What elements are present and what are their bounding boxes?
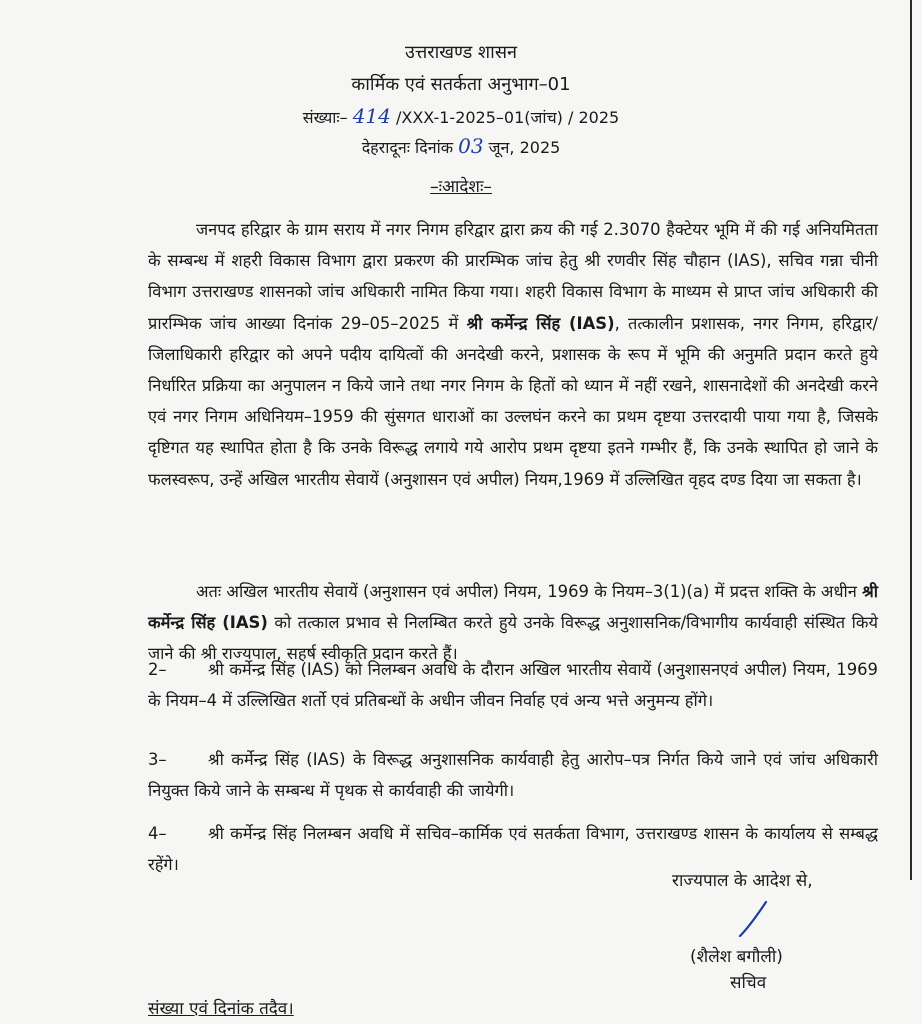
page-edge-line	[910, 0, 912, 880]
paragraph-2-text-b: को तत्काल प्रभाव से निलम्बित करते हुये उनके विरूद्ध अनुशासनिक/विभागीय कार्यवाही संस्थित किये जाने की श्री राज्यपाल, सहर्ष स्वीकृति प्रदान करते हैं।	[148, 613, 878, 664]
paragraph-1-text-b: , तत्कालीन प्रशासक, नगर निगम, हरिद्वार/ जिलाधिकारी हरिद्वार को अपने पदीय दायित्वों की अनदेखी करने, प्रशासक के रूप में भूमि की अनुमति प्रदान करते हुये निर्धारित प्रक्रिया का अनुपालन न किये जाने तथा नगर निगम के हितों को ध्यान में नहीं रखने, शासनादेशों की अनदेखी करने एवं नगर निगम अधिनियम–1959 की सुंसगत धाराओं का उल्लघंन करने का प्रथम दृष्टया उत्तरदायी पाया गया है, जिसके दृष्टिगत यह स्थापित होता है कि उनके विरूद्ध लगाये गये आरोप प्रथम दृष्टया इतने गम्भीर हैं, कि उनके स्थापित हो जाने के फलस्वरूप, उन्हें अखिल भारतीय सेवायें (अनुशासन एवं अपील) नियम,1969 में उल्लिखित वृहद दण्ड दिया जा सकता है।	[148, 313, 878, 489]
order-number-prefix: संख्याः–	[302, 108, 348, 127]
officer-name-bold: श्री कर्मेन्द्र सिंह (IAS)	[148, 582, 878, 633]
item-text: श्री कर्मेन्द्र सिंह निलम्बन अवधि में सचिव–कार्मिक एवं सतर्कता विभाग, उत्तराखण्ड शासन के कार्यालय से सम्बद्ध रहेंगे।	[148, 824, 878, 875]
order-date-prefix: देहरादूनः दिनांक	[361, 138, 454, 157]
handwritten-signature	[734, 898, 774, 946]
government-title: उत्तराखण्ड शासन	[404, 42, 517, 63]
paragraph-2-text-a: अतः अखिल भारतीय सेवायें (अनुशासन एवं अपील) नियम, 1969 के नियम–3(1)(a) में प्रदत्त शक्ति के अधीन	[196, 582, 857, 601]
order-number	[0, 104, 922, 128]
order-date-suffix: जून, 2025	[488, 138, 561, 157]
item-text: श्री कर्मेन्द्र सिंह (IAS) के विरूद्ध अनुशासनिक कार्यवाही हेतु आरोप–पत्र निर्गत किये जाने एवं जांच अधिकारी नियुक्त किये जाने के सम्बन्ध में पृथक से कार्यवाही की जायेगी।	[148, 750, 878, 801]
order-paragraph-1	[148, 214, 878, 495]
signatory-name: (शैलेश बगौली)	[690, 947, 783, 967]
order-date-handwritten: 03	[458, 134, 484, 158]
order-date	[0, 134, 922, 158]
signatory-title: सचिव	[730, 973, 767, 993]
order-item-2	[148, 654, 878, 716]
paragraph-1-text-a: जनपद हरिद्वार के ग्राम सराय में नगर निगम हरिद्वार द्वारा क्रय की गई 2.3070 हैक्टेयर भूमि में की गई अनियमितता के सम्बन्ध में शहरी विकास विभाग द्वारा प्रकरण की प्रारम्भिक जांच हेतु श्री रणवीर सिंह चौहान (IAS), सचिव गन्ना चीनी विभाग उत्तराखण्ड शासनको जांच अधिकारी नामित किया गया। शहरी विकास विभाग के माध्यम से प्राप्त जांच अधिकारी की प्रारम्भिक जांच आख्या दिनांक 29–05–2025 में	[148, 220, 878, 333]
order-heading: –ःआदेशः–	[430, 177, 492, 197]
item-number: 3–	[148, 750, 167, 769]
order-item-3	[148, 744, 878, 806]
order-by-governor: राज्यपाल के आदेश से,	[672, 871, 813, 891]
order-number-suffix: /XXX-1-2025–01(जांच) / 2025	[395, 108, 620, 127]
item-text: श्री कर्मेन्द्र सिंह (IAS) को निलम्बन अवधि के दौरान अखिल भारतीय सेवायें (अनुशासनएवं अपील) नियम, 1969 के नियम–4 में उल्लिखित शर्तो एवं प्रतिबन्धों के अधीन जीवन निर्वाह एवं अन्य भत्ते अनुमन्य होंगे।	[148, 660, 878, 711]
reference-line: संख्या एवं दिनांक तदैव।	[148, 999, 294, 1019]
item-number: 4–	[148, 824, 167, 843]
department-title: कार्मिक एवं सतर्कता अनुभाग–01	[351, 74, 571, 95]
cut-off-text-line	[150, 1018, 650, 1024]
item-number: 2–	[148, 660, 167, 679]
order-number-handwritten: 414	[352, 104, 391, 128]
officer-name-bold: श्री कर्मेन्द्र सिंह (IAS)	[466, 313, 615, 333]
